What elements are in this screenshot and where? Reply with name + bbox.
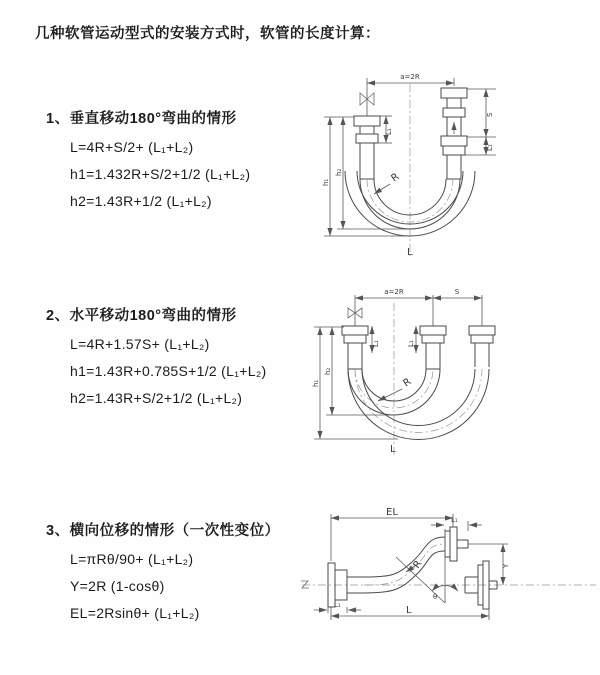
dim-l1-mid-label: L₁ (407, 340, 415, 347)
section-3-heading: 3、横向位移的情形（一次性变位） (46, 523, 280, 539)
section-3 (46, 519, 280, 621)
upper-right-flange (445, 527, 468, 561)
formula-h2: h2=1.43R+1/2 (L₁+L₂) (70, 193, 212, 209)
formula-el: EL=2Rsinθ+ (L₁+L₂) (70, 605, 200, 621)
dim-h1-label: h₁ (322, 178, 330, 186)
dim-l1-right-label: L₁ (486, 144, 494, 151)
right-dimensions (465, 89, 496, 155)
dim-h2-label: h₂ (324, 367, 332, 375)
dim-h1-label: h₁ (312, 379, 320, 387)
formula-h2: h2=1.43R+S/2+1/2 (L₁+L₂) (70, 390, 243, 406)
radius-label: R (411, 558, 425, 571)
dim-s-label: S (486, 112, 494, 117)
formula-y: Y=2R (1-cosθ) (70, 578, 165, 594)
right-fitting (441, 88, 467, 179)
radius-annotation (374, 171, 401, 194)
formula-h1: h1=1.432R+S/2+1/2 (L₁+L₂) (70, 166, 251, 182)
length-label: L (406, 605, 412, 616)
dim-h2-label: h₂ (335, 168, 343, 176)
theta-label: θ (433, 593, 438, 601)
length-label: L (390, 444, 396, 455)
dim-l1-left-label: L₁ (334, 601, 341, 609)
diagram-lateral-displacement (298, 503, 600, 653)
left-fitting (354, 116, 393, 179)
hose-arcs (348, 369, 489, 440)
angle-annotation (396, 557, 458, 603)
dim-s-label: S (454, 288, 460, 296)
dim-a2r-label: a=2R (384, 288, 404, 296)
radius-label: R (401, 376, 414, 390)
formula-length: L=4R+S/2+ (L₁+L₂) (70, 139, 194, 155)
left-flange (314, 563, 364, 613)
formula-length: L=πRθ/90+ (L₁+L₂) (70, 551, 194, 567)
formula-h1: h1=1.43R+0.785S+1/2 (L₁+L₂) (70, 363, 267, 379)
dim-l1-left-label: L₁ (385, 128, 393, 135)
dim-l1-top-label: L₁ (451, 516, 458, 524)
dim-y-label: Y (502, 563, 510, 568)
section-1-heading: 1、垂直移动180°弯曲的情形 (46, 111, 237, 127)
left-dimensions (312, 327, 398, 439)
top-dimension (355, 288, 482, 326)
right-fitting (469, 326, 495, 367)
dim-a2r-label: a=2R (400, 73, 420, 81)
section-1 (46, 107, 250, 209)
diagram-vertical-bend (310, 66, 590, 261)
radius-label: R (389, 171, 402, 185)
page-title: 几种软管运动型式的安装方式时，软管的长度计算： (35, 26, 380, 42)
centerline-mark (301, 581, 309, 588)
section-2-heading: 2、水平移动180°弯曲的情形 (46, 308, 237, 324)
centerlines (301, 581, 596, 588)
left-fitting (342, 326, 380, 369)
diagram-horizontal-bend (308, 283, 600, 468)
dim-l1-left-label: L₁ (372, 340, 380, 347)
formula-length: L=4R+1.57S+ (L₁+L₂) (70, 336, 210, 352)
section-2 (46, 304, 267, 406)
middle-fitting (407, 326, 446, 369)
dim-el-label: EL (386, 507, 398, 518)
length-label: L (407, 247, 413, 258)
l-dimension (331, 605, 489, 620)
